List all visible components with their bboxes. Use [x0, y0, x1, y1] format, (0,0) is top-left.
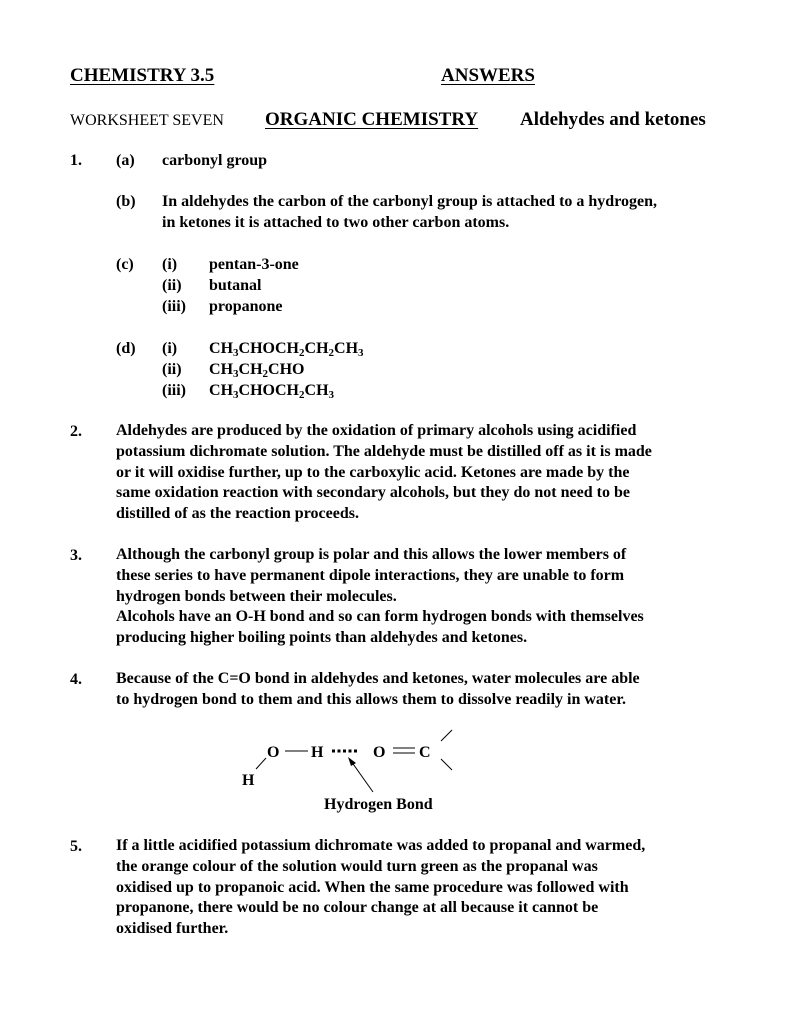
q1c-iii-answer: propanone [209, 298, 283, 315]
q3-line: hydrogen bonds between their molecules. [116, 587, 397, 605]
q2-answer [116, 421, 746, 525]
q5-answer [116, 836, 746, 940]
q2-line: Aldehydes are produced by the oxidation of primary alcohols using acidified [116, 422, 637, 439]
q4-line: Because of the C=O bond in aldehydes and ketones, water molecules are able [116, 670, 640, 687]
q4-line: to hydrogen bond to them and this allows them to dissolve readily in water. [116, 690, 626, 708]
q1b-line-1: In aldehydes the carbon of the carbonyl group is attached to a hydrogen, [162, 193, 657, 210]
q2-line: potassium dichromate solution. The aldehyde must be distilled off as it is made [116, 442, 652, 460]
q3-line: Although the carbonyl group is polar and this allows the lower members of [116, 546, 627, 563]
q4-answer [116, 669, 746, 711]
q1d-i-formula: $CH_3CHOCH_2CH_2CH_3$ [209, 340, 364, 359]
q5-line: propanone, there would be no colour change at all because it cannot be [116, 899, 599, 917]
q5-number: 5. [70, 838, 82, 855]
q3-answer [116, 545, 746, 649]
q1d-iii-label: (iii) [162, 382, 186, 399]
q5-line: the orange colour of the solution would turn green as the propanal was [116, 857, 598, 875]
worksheet-label: WORKSHEET SEVEN [70, 112, 224, 129]
arrow-shaft [351, 761, 373, 792]
q1c-label: (c) [116, 256, 134, 273]
q1c-i-answer: pentan-3-one [209, 256, 299, 273]
q5-line: oxidised up to propanoic acid. When the same procedure was followed with [116, 878, 629, 896]
q1a-label: (a) [116, 152, 135, 169]
q1c-ii-label: (ii) [162, 277, 182, 294]
q2-line: distilled of as the reaction proceeds. [116, 505, 359, 523]
q3-line: these series to have permanent dipole interactions, they are unable to form [116, 566, 625, 584]
q4-number: 4. [70, 671, 82, 688]
atom-o1: O [267, 744, 280, 761]
q1a-answer: carbonyl group [162, 152, 268, 169]
q1b-line-2: in ketones it is attached to two other carbon atoms. [162, 214, 510, 231]
q1d-ii-formula: $CH_3CH_2CHO$ [209, 361, 305, 380]
topic-title: ORGANIC CHEMISTRY [265, 109, 479, 130]
course-title: CHEMISTRY 3.5 [70, 65, 215, 86]
hydrogen-bond-caption: Hydrogen Bond [324, 796, 433, 813]
q2-line: or it will oxidise further, up to the carboxylic acid. Ketones are made by the [116, 463, 630, 481]
q3-line: producing higher boiling points than aldehydes and ketones. [116, 629, 528, 647]
q3-number: 3. [70, 547, 82, 564]
q1c-i-label: (i) [162, 256, 178, 273]
atom-h1: H [311, 744, 324, 761]
q5-line: oxidised further. [116, 920, 229, 938]
atom-o2: O [373, 744, 386, 761]
hydrogen-bond-diagram [230, 722, 470, 822]
q2-line: same oxidation reaction with secondary alcohols, but they do not need to be [116, 484, 630, 502]
o-h-lower-bond [256, 758, 266, 769]
atom-c: C [419, 744, 431, 761]
q1d-label: (d) [116, 340, 136, 357]
atom-h-lower: H [242, 772, 255, 789]
q2-number: 2. [70, 423, 82, 440]
q3-line: Alcohols have an O-H bond and so can form hydrogen bonds with themselves [116, 608, 644, 626]
q1d-i-label: (i) [162, 340, 178, 357]
subtopic-title: Aldehydes and ketones [520, 109, 706, 130]
c-lower-bond [441, 759, 452, 770]
q1c-ii-answer: butanal [209, 277, 262, 294]
answers-title: ANSWERS [441, 65, 535, 86]
q1d-ii-label: (ii) [162, 361, 182, 378]
q1b-label: (b) [116, 193, 136, 210]
c-upper-bond [441, 730, 452, 741]
q1d-iii-formula: $CH_3CHOCH_2CH_3$ [209, 382, 335, 401]
q5-line: If a little acidified potassium dichromate was added to propanal and warmed, [116, 837, 646, 854]
q1-number: 1. [70, 152, 82, 169]
q1c-iii-label: (iii) [162, 298, 186, 315]
arrow-head-icon [348, 757, 356, 766]
